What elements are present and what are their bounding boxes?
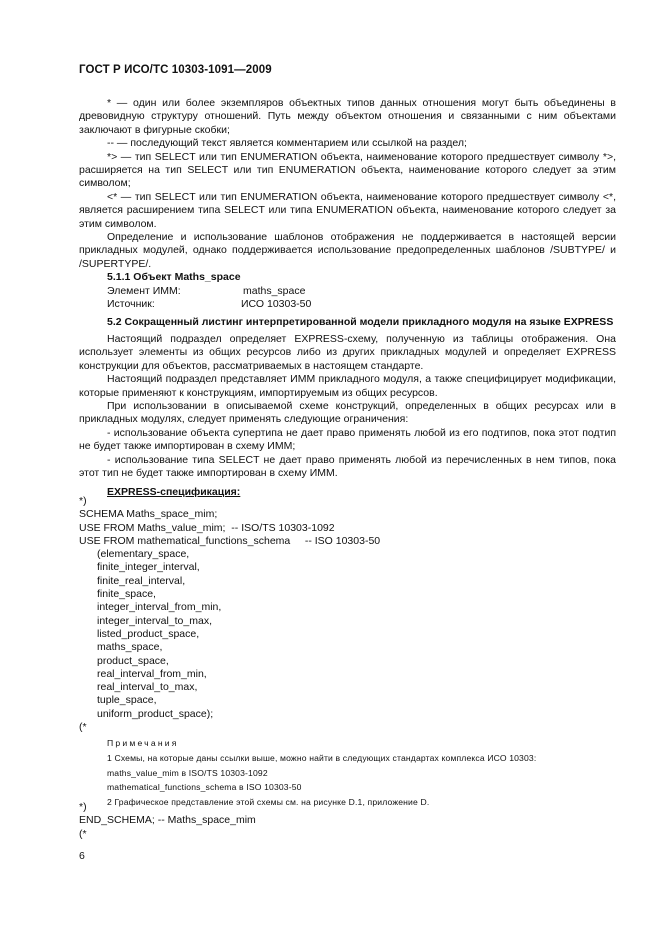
page-header: ГОСТ Р ИСО/ТС 10303-1091—2009 xyxy=(79,64,272,76)
notes-title: Примечания xyxy=(107,738,179,748)
code-item: finite_space, xyxy=(97,588,156,601)
code-item: maths_space, xyxy=(97,641,163,654)
kv-key: Источник: xyxy=(107,298,155,311)
paragraph: - использование объекта супертипа не дает право применять любой из его подтипов, пока этот подтип не будет также импортирован в схему ИММ; xyxy=(79,426,616,453)
code-item: tuple_space, xyxy=(97,694,157,707)
paragraph: <* — тип SELECT или тип ENUMERATION объекта, наименование которого предшествует символу <*, является расширением типа SELECT или типа ENUMERATION объекта, наименование которого следует за этим символом. xyxy=(79,190,616,230)
paragraph: При использовании в описываемой схеме конструкций, определенных в общих ресурсах или в прикладных модулях, следует применять следующие ограничения: xyxy=(79,399,616,426)
paragraph: Определение и использование шаблонов отображения не поддерживается в настоящей версии прикладных модулей, однако поддерживается использование предопределенных шаблонов /SUBTYPE/ и /SUPERTYPE/. xyxy=(79,231,616,270)
code-item: integer_interval_from_min, xyxy=(97,601,222,614)
code-line: USE FROM mathematical_functions_schema -- ISO 10303-50 xyxy=(79,534,381,547)
paragraph: Настоящий подраздел представляет ИММ прикладного модуля, а также специфицирует модификации, которые применяют к конструкциям, импортируемым из общих ресурсов. xyxy=(79,373,616,399)
paragraph: - использование типа SELECT не дает право применять любой из перечисленных в нем типов, пока этот тип не будет также импортирован в схему ИММ. xyxy=(79,453,616,479)
express-code-end xyxy=(79,801,619,841)
code-item: finite_real_interval, xyxy=(97,574,186,587)
paragraph: Настоящий подраздел определяет EXPRESS-схему, полученную из таблицы отображения. Она использует элементы из общих ресурсов либо из других прикладных модулей и определяет EXPRESS конструкции для объектов, рассматриваемых в настоящем стандарте. xyxy=(79,332,616,372)
express-code-block xyxy=(79,495,619,734)
code-line: *) xyxy=(79,801,87,813)
code-item: (elementary_space, xyxy=(97,548,190,561)
code-item: integer_interval_to_max, xyxy=(97,614,212,627)
note-item: 2 Графическое представление этой схемы см. на рисунке D.1, приложение D. xyxy=(107,797,430,808)
code-line: USE FROM Maths_value_mim; -- ISO/TS 10303-1092 xyxy=(79,521,335,534)
code-item: finite_integer_interval, xyxy=(97,561,200,574)
note-item: mathematical_functions_schema в ISO 10303-50 xyxy=(107,782,302,793)
section-heading-5-2: 5.2 Сокращенный листинг интерпретированной модели прикладного модуля на языке EXPRESS xyxy=(107,315,614,328)
kv-row xyxy=(79,298,616,311)
code-item: real_interval_to_max, xyxy=(97,681,198,694)
code-line: *) xyxy=(79,495,87,507)
code-item: uniform_product_space); xyxy=(97,707,214,720)
note-item: 1 Схемы, на которые даны ссылки выше, можно найти в следующих стандартах комплекса ИСО 10303: xyxy=(107,752,537,763)
code-item: product_space, xyxy=(97,654,169,667)
intro-block xyxy=(79,97,616,500)
kv-value: ИСО 10303-50 xyxy=(241,298,312,311)
code-item: listed_product_space, xyxy=(97,627,200,640)
kv-row xyxy=(79,285,616,298)
code-line: (* xyxy=(79,721,87,734)
paragraph: * — один или более экземпляров объектных типов данных отношения могут быть объединены в древовидную структуру отношений. Путь между объектом отношения и связанными с ним объектами заключают в фигурные скобки; xyxy=(79,97,616,136)
kv-key: Элемент ИММ: xyxy=(107,284,181,297)
code-line: (* xyxy=(79,827,87,840)
code-item: real_interval_from_min, xyxy=(97,667,207,680)
page-number: 6 xyxy=(79,850,85,862)
code-line: SCHEMA Maths_space_mim; xyxy=(79,508,218,521)
express-spec-label: EXPRESS-спецификация: xyxy=(107,486,241,499)
section-heading-5-1-1: 5.1.1 Объект Maths_space xyxy=(107,271,241,284)
notes-block xyxy=(107,736,619,810)
note-item: maths_value_mim в ISO/TS 10303-1092 xyxy=(107,767,268,778)
code-line: END_SCHEMA; -- Maths_space_mim xyxy=(79,814,256,827)
paragraph: -- — последующий текст является комментарием или ссылкой на раздел; xyxy=(107,137,467,150)
kv-value: maths_space xyxy=(243,284,306,297)
paragraph: *> — тип SELECT или тип ENUMERATION объекта, наименование которого предшествует символу *>, расширяется на тип SELECT или тип ENUMERATION объекта, наименование которого следует за этим символом; xyxy=(79,150,616,190)
